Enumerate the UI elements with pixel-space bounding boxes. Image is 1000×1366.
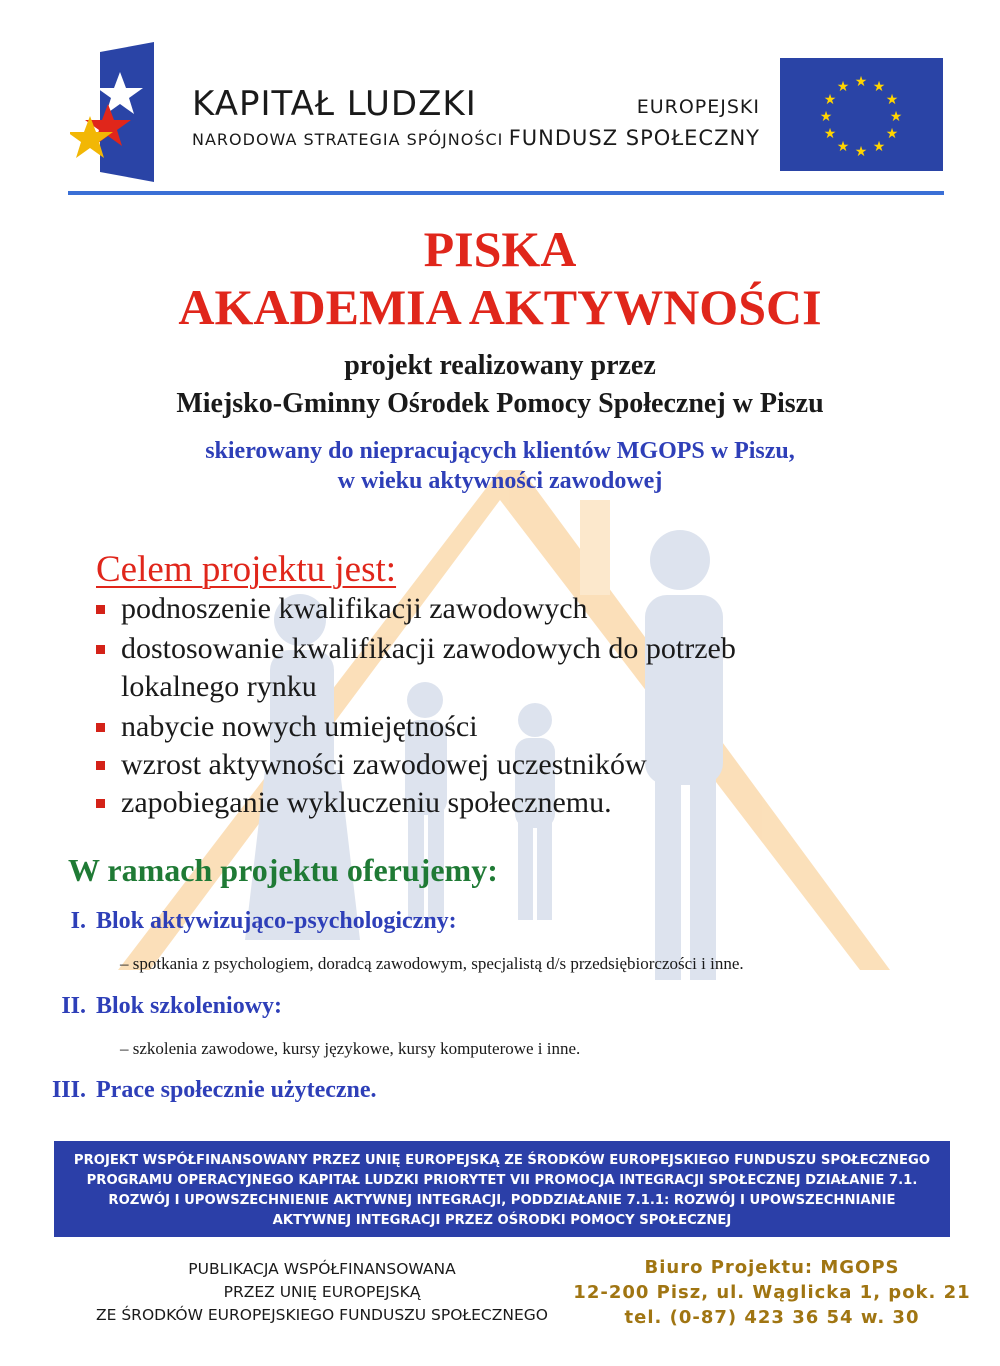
offer-heading: W ramach projektu oferujemy: bbox=[68, 852, 498, 888]
svg-text:★: ★ bbox=[872, 139, 886, 155]
kapital-ludzki-title: KAPITAŁ LUDZKI bbox=[192, 84, 477, 124]
bullet-square-icon bbox=[96, 605, 105, 614]
offer-block-2: II. Blok szkoleniowy: bbox=[61, 993, 283, 1019]
svg-text:★: ★ bbox=[885, 92, 899, 108]
poster-title-line2: AKADEMIA AKTYWNOŚCI bbox=[178, 279, 822, 335]
efs-label-line2: FUNDUSZ SPOŁECZNY bbox=[508, 126, 760, 150]
goal-item: wzrost aktywności zawodowej uczestników bbox=[96, 748, 647, 782]
svg-text:★: ★ bbox=[836, 139, 850, 155]
audience-line1: skierowany do niepracujących klientów MGOPS w Piszu, bbox=[205, 438, 795, 464]
svg-text:★: ★ bbox=[889, 109, 903, 125]
offer-block-1: I. Blok aktywizująco-psychologiczny: bbox=[70, 908, 457, 934]
svg-text:★: ★ bbox=[823, 92, 837, 108]
goals-heading: Celem projektu jest: bbox=[96, 549, 397, 590]
svg-text:★: ★ bbox=[836, 79, 850, 95]
project-office-contact: Biuro Projektu: MGOPS 12-200 Pisz, ul. Wąglicka 1, pok. 21 tel. (0-87) 423 36 54 w. 30 bbox=[573, 1257, 971, 1328]
goal-item: dostosowanie kwalifikacji zawodowych do potrzeb bbox=[96, 632, 736, 666]
svg-text:★: ★ bbox=[854, 74, 868, 90]
bullet-square-icon bbox=[96, 799, 105, 808]
goal-item: podnoszenie kwalifikacji zawodowych bbox=[96, 592, 588, 626]
bullet-square-icon bbox=[96, 645, 105, 654]
publication-note: PUBLIKACJA WSPÓŁFINANSOWANA PRZEZ UNIĘ EUROPEJSKĄ ZE ŚRODKÓW EUROPEJSKIEGO FUNDUSZU SPOŁECZNEGO bbox=[96, 1260, 548, 1324]
project-intro-line2: Miejsko-Gminny Ośrodek Pomocy Społecznej w Piszu bbox=[176, 388, 824, 419]
svg-text:★: ★ bbox=[823, 126, 837, 142]
bullet-square-icon bbox=[96, 761, 105, 770]
bullet-square-icon bbox=[96, 723, 105, 732]
offer-block-1-desc: – spotkania z psychologiem, doradcą zawodowym, specjalistą d/s przedsiębiorczości i inne. bbox=[120, 954, 744, 973]
audience-line2: w wieku aktywności zawodowej bbox=[337, 468, 663, 494]
offer-block-3: III. Prace społecznie użyteczne. bbox=[51, 1077, 377, 1103]
eu-flag-icon bbox=[780, 58, 943, 171]
project-intro-line1: projekt realizowany przez bbox=[344, 350, 656, 381]
goal-item-continuation: lokalnego rynku bbox=[121, 670, 317, 703]
svg-text:★: ★ bbox=[854, 144, 868, 160]
goal-item: nabycie nowych umiejętności bbox=[96, 710, 478, 744]
kapital-ludzki-subtitle: NARODOWA STRATEGIA SPÓJNOŚCI bbox=[192, 130, 504, 149]
svg-text:★: ★ bbox=[885, 126, 899, 142]
svg-text:★: ★ bbox=[819, 109, 833, 125]
header-divider bbox=[68, 191, 944, 195]
offer-block-2-desc: – szkolenia zawodowe, kursy językowe, kursy komputerowe i inne. bbox=[120, 1039, 581, 1058]
kapital-ludzki-logo bbox=[70, 42, 154, 182]
poster-title-line1: PISKA bbox=[423, 221, 577, 277]
svg-text:★: ★ bbox=[872, 79, 886, 95]
goal-item: zapobieganie wykluczeniu społecznemu. bbox=[96, 786, 612, 820]
efs-label-line1: EUROPEJSKI bbox=[636, 96, 760, 118]
cofinancing-banner: PROJEKT WSPÓŁFINANSOWANY PRZEZ UNIĘ EUROPEJSKĄ ZE ŚRODKÓW EUROPEJSKIEGO FUNDUSZU SPOŁECZNEGO PROGRAMU OPERACYJNEGO KAPITAŁ LUDZKI PRIORYTET VII PROMOCJA INTEGRACJI SPOŁECZNEJ DZIAŁANIE 7.1. ROZWÓJ I UPOWSZECHNIENIE AKTYWNEJ INTEGRACJI, PODDZIAŁANIE 7.1.1: ROZWÓJ I UPOWSZECHNIANIE AKTYWNEJ INTEGRACJI PRZEZ OŚRODKI POMOCY SPOŁECZNEJ bbox=[54, 1141, 950, 1237]
